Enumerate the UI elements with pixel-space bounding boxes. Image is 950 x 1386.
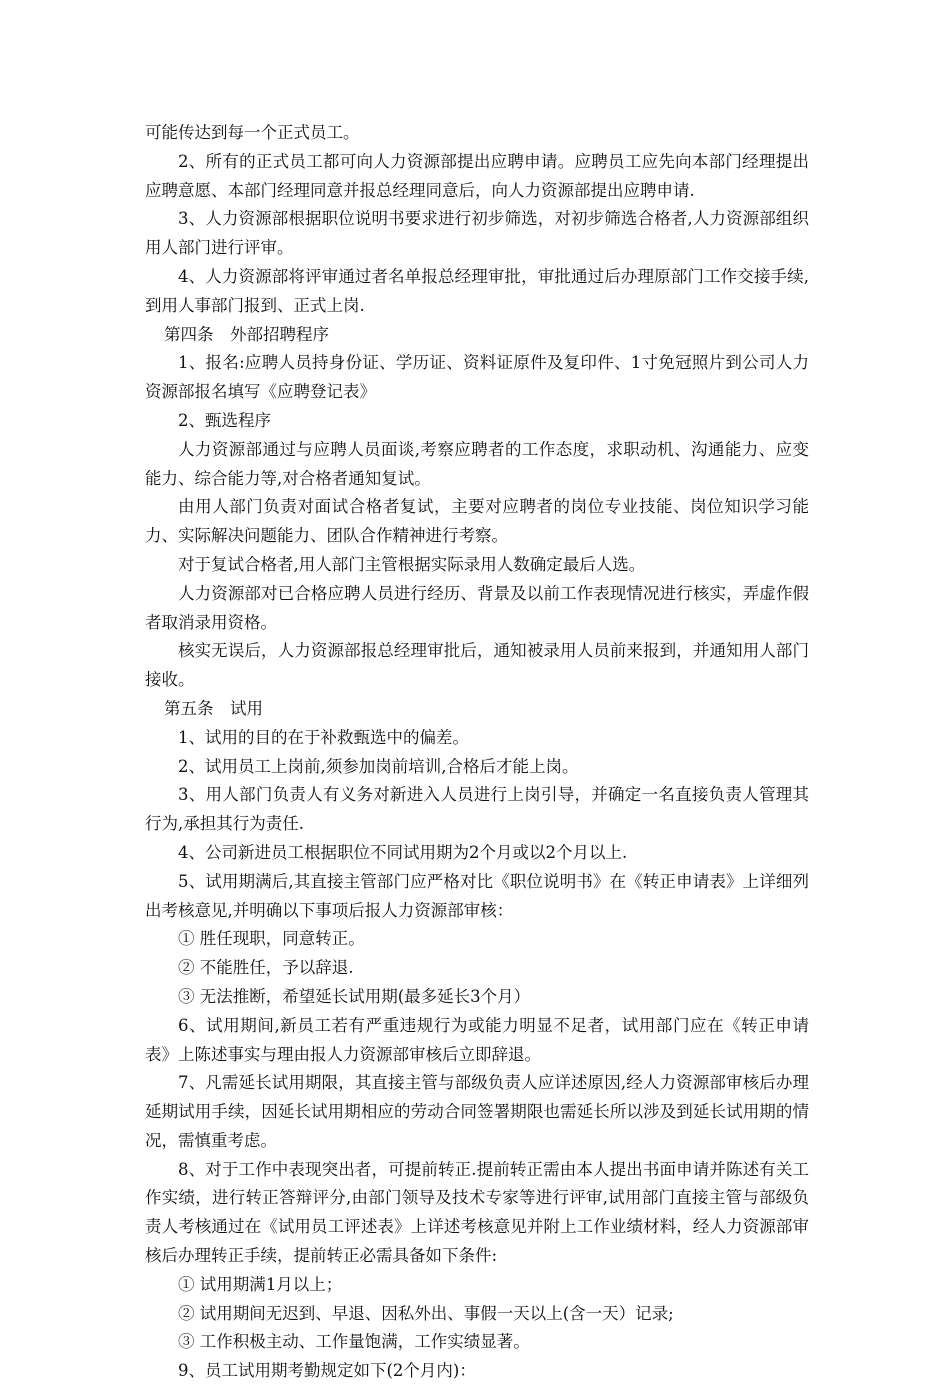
paragraph: 2、甄选程序 [178,410,271,430]
paragraph: 人力资源部通过与应聘人员面谈,考察应聘者的工作态度，求职动机、沟通能力、应变能力、综合能力等,对合格者通知复试。 [145,439,809,488]
paragraph: 4、人力资源部将评审通过者名单报总经理审批，审批通过后办理原部门工作交接手续,到用人事部门报到、正式上岗. [145,266,809,315]
paragraph: ③ 无法推断，希望延长试用期(最多延长3个月） [178,986,531,1006]
paragraph: 3、人力资源部根据职位说明书要求进行初步筛选，对初步筛选合格者,人力资源部组织用人部门进行评审。 [145,209,809,258]
paragraph: 2、试用员工上岗前,须参加岗前培训,合格后才能上岗。 [178,756,579,776]
paragraph: 由用人部门负责对面试合格者复试，主要对应聘者的岗位专业技能、岗位知识学习能力、实际解决问题能力、团队合作精神进行考察。 [145,497,809,546]
paragraph: 人力资源部对已合格应聘人员进行经历、背景及以前工作表现情况进行核实，弄虚作假者取消录用资格。 [145,583,809,632]
paragraph: 1、试用的目的在于补救甄选中的偏差。 [178,727,469,747]
paragraph: 核实无误后，人力资源部报总经理审批后，通知被录用人员前来报到，并通知用人部门接收。 [145,641,809,690]
paragraph: ② 试用期间无迟到、早退、因私外出、事假一天以上(含一天）记录; [178,1303,674,1323]
paragraph: ① 试用期满1月以上； [178,1274,343,1294]
paragraph: 8、对于工作中表现突出者，可提前转正.提前转正需由本人提出书面申请并陈述有关工作实绩，进行转正答辩评分,由部门领导及技术专家等进行评审,试用部门直接主管与部级负责人考核通过在《试用员工评述表》上详述考核意见并附上工作业绩材料，经人力资源部审核后办理转正手续，提前转正必需具备如下条件: [145,1159,809,1266]
paragraph: 可能传达到每一个正式员工。 [145,123,360,142]
paragraph: ③ 工作积极主动、工作量饱满，工作实绩显著。 [178,1332,530,1352]
paragraph: 7、凡需延长试用期限，其直接主管与部级负责人应详述原因,经人力资源部审核后办理延期试用手续，因延长试用期相应的劳动合同签署期限也需延长所以涉及到延长试用期的情况，需慎重考虑。 [145,1073,809,1150]
paragraph: 9、员工试用期考勤规定如下(2个月内)： [178,1361,476,1381]
paragraph: 对于复试合格者,用人部门主管根据实际录用人数确定最后人选。 [178,554,646,574]
paragraph: 2、所有的正式员工都可向人力资源部提出应聘申请。应聘员工应先向本部门经理提出应聘意愿、本部门经理同意并报总经理同意后，向人力资源部提出应聘申请. [145,151,809,200]
section-heading: 第四条 外部招聘程序 [163,324,329,344]
paragraph: 1、报名:应聘人员持身份证、学历证、资料证原件及复印件、1寸免冠照片到公司人力资源部报名填写《应聘登记表》 [145,353,809,402]
paragraph: 5、试用期满后,其直接主管部门应严格对比《职位说明书》在《转正申请表》上详细列出考核意见,并明确以下事项后报人力资源部审核： [145,871,809,920]
paragraph: 3、用人部门负责人有义务对新进入人员进行上岗引导，并确定一名直接负责人管理其行为,承担其行为责任. [145,785,809,834]
paragraph: 4、公司新进员工根据职位不同试用期为2个月或以2个月以上. [178,842,628,862]
paragraph: ① 胜任现职，同意转正。 [178,929,365,949]
document-body [145,119,809,1386]
section-heading: 第五条 试用 [163,698,263,718]
paragraph: ② 不能胜任，予以辞退. [178,958,354,978]
paragraph: 6、试用期间,新员工若有严重违规行为或能力明显不足者，试用部门应在《转正申请表》上陈述事实与理由报人力资源部审核后立即辞退。 [145,1015,809,1064]
